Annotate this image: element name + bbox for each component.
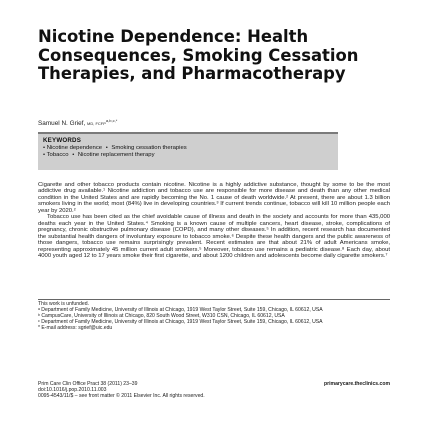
journal-doi[interactable]: doi:10.1016/j.pop.2010.11.003 xyxy=(38,386,107,393)
keyword-bullet: • xyxy=(43,151,46,158)
keyword-item: Tobacco xyxy=(46,151,69,158)
keyword-item: Smoking cessation therapies xyxy=(111,145,187,151)
keyword-bullet: • xyxy=(72,151,75,158)
keywords-row xyxy=(43,145,333,152)
body-paragraph: Cigarette and other tobacco products contain nicotine. Nicotine is a highly addictive substance, thought by some to be the most addictive drug available.¹ Nicotine addiction and tobacco use are responsible for more disease and death than any other medical condition in the United States and are rapidly becoming the No. 1 cause of death worldwide.² At present, there are about 1.3 billion smokers living in the world; most (84%) live in developing countries.³ If current trends continue, tobacco will kill 10 million people each year by 2020.² xyxy=(38,182,390,214)
author-degrees: MD, FCFP xyxy=(87,121,106,127)
author-line xyxy=(38,118,117,127)
article-title: Nicotine Dependence: Health Consequences, Smoking Cessation Therapies, and Pharmacotherapy xyxy=(38,27,359,84)
footnote: ᵃ Department of Family Medicine, University of Illinois at Chicago, 1919 West Taylor Street, Suite 159, Chicago, IL 60612, USA xyxy=(38,306,323,313)
footnote: ᶜ Department of Family Medicine, University of Illinois at Chicago, 1919 West Taylor Street, Suite 159, Chicago, IL 60612, USA xyxy=(38,318,323,325)
author-name: Samuel N. Grief, xyxy=(38,120,86,128)
article-body xyxy=(38,182,390,259)
journal-citation: Prim Care Clin Office Pract 38 (2011) 23–39 xyxy=(38,381,138,387)
footnote: This work is unfunded. xyxy=(38,301,89,307)
journal-issn: 0095-4543/11/$ – see front matter © 2011 Elsevier Inc. All rights reserved. xyxy=(38,392,205,399)
keyword-item: Nicotine replacement therapy xyxy=(77,151,155,158)
footnote-divider xyxy=(38,299,390,300)
keywords-box xyxy=(38,132,338,170)
keyword-bullet: • xyxy=(105,145,108,151)
keyword-bullet: • xyxy=(43,145,46,151)
author-affiliation-marks: a,b,c,* xyxy=(105,118,118,123)
body-paragraph: Tobacco use has been cited as the chief avoidable cause of illness and death in the society and accounts for more than 435,000 deaths each year in the United States.⁴ Smoking is a known cause of multiple cancers, heart disease, stroke, complications of pregnancy, chronic obstructive pulmonary disease (COPD), and many other diseases.⁵ In addition, recent research has documented the substantial health dangers of involuntary exposure to tobacco smoke.⁶ Despite these health dangers and the public awareness of those dangers, tobacco use remains surprisingly prevalent. Recent estimates are that about 21% of adult Americans smoke, representing approximately 45 million current adult smokers.⁵ Moreover, tobacco use remains a pediatric disease.⁸ Each day, about 4000 youth aged 12 to 17 years smoke their first cigarette, and about 1200 children and adolescents become daily cigarette smokers.⁷ xyxy=(38,214,390,259)
keywords-heading: KEYWORDS xyxy=(43,137,82,144)
footnote: * E-mail address: sgrief@uic.edu xyxy=(38,324,113,331)
journal-site-link[interactable]: primarycare.theclinics.com xyxy=(324,381,390,387)
keyword-item: Nicotine dependence xyxy=(46,145,103,151)
journal-info xyxy=(38,382,390,400)
keywords-row xyxy=(43,152,333,159)
footnote: ᵇ CampusCare, University of Illinois at Chicago, 820 South Wood Street, W310 CSN, Chicago, IL 60612, USA xyxy=(38,312,285,319)
footnotes xyxy=(38,302,390,332)
